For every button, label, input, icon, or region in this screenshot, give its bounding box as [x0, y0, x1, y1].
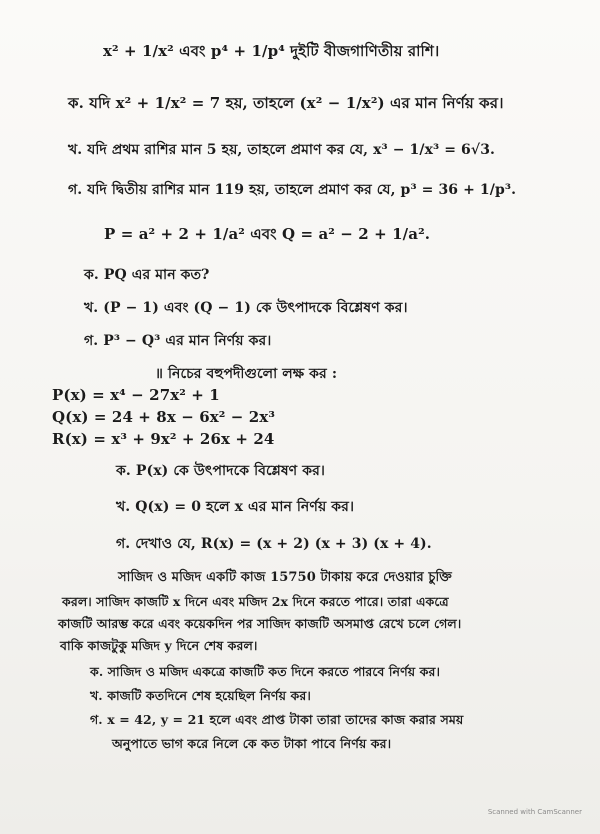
scanner-watermark: Scanned with CamScanner	[487, 808, 582, 816]
q3-part-ga: গ. দেখাও যে, R(x) = (x + 2) (x + 3) (x + 4).	[116, 536, 432, 552]
q3-part-kha: খ. Q(x) = 0 হলে x এর মান নির্ণয় কর।	[116, 499, 355, 515]
q2-part-ka: ক. PQ এর মান কত?	[84, 267, 210, 283]
q2-part-kha: খ. (P − 1) এবং (Q − 1) কে উৎপাদকে বিশ্লেষণ কর।	[84, 300, 408, 316]
q4-part-ka: ক. সাজিদ ও মজিদ একত্রে কাজটি কত দিনে করতে পারবে নির্ণয় কর।	[90, 664, 441, 679]
q1-part-kha: খ. যদি প্রথম রাশির মান 5 হয়, তাহলে প্রমাণ কর যে, x³ − 1/x³ = 6√3.	[68, 142, 496, 158]
q1-part-ka: ক. যদি x² + 1/x² = 7 হয়, তাহলে (x² − 1/x²) এর মান নির্ণয় কর।	[68, 94, 504, 112]
q4-stem-line-1: সাজিদ ও মজিদ একটি কাজ 15750 টাকায় করে দেওয়ার চুক্তি	[118, 570, 452, 585]
q1-part-ga: গ. যদি দ্বিতীয় রাশির মান 119 হয়, তাহলে প্রমাণ কর যে, p³ = 36 + 1/p³.	[68, 182, 517, 198]
q4-stem-line-4: বাকি কাজটুকু মজিদ y দিনে শেষ করল।	[60, 638, 258, 653]
q3-heading: ॥ নিচের বহুপদীগুলো লক্ষ কর :	[155, 366, 338, 382]
q3-poly-q: Q(x) = 24 + 8x − 6x² − 2x³	[52, 408, 276, 426]
q4-stem-line-3: কাজটি আরম্ভ করে এবং কয়েকদিন পর সাজিদ কাজটি অসমাপ্ত রেখে চলে গেল।	[58, 616, 462, 631]
q2-stem: P = a² + 2 + 1/a² এবং Q = a² − 2 + 1/a².	[104, 225, 431, 243]
q1-stem: x² + 1/x² এবং p⁴ + 1/p⁴ দুইটি বীজগাণিতীয় রাশি।	[103, 42, 440, 60]
q4-part-kha: খ. কাজটি কতদিনে শেষ হয়েছিল নির্ণয় কর।	[90, 688, 311, 703]
q3-part-ka: ক. P(x) কে উৎপাদকে বিশ্লেষণ কর।	[116, 463, 326, 479]
q3-poly-r: R(x) = x³ + 9x² + 26x + 24	[52, 430, 275, 448]
q3-poly-p: P(x) = x⁴ − 27x² + 1	[52, 386, 220, 404]
q4-part-ga: গ. x = 42, y = 21 হলে এবং প্রাপ্ত টাকা তারা তাদের কাজ করার সময়	[90, 712, 464, 727]
q2-part-ga: গ. P³ − Q³ এর মান নির্ণয় কর।	[84, 333, 272, 349]
q4-stem-line-2: করল। সাজিদ কাজটি x দিনে এবং মজিদ 2x দিনে করতে পারে। তারা একত্রে	[62, 594, 449, 609]
q4-part-ga-cont: অনুপাতে ভাগ করে নিলে কে কত টাকা পাবে নির্ণয় কর।	[112, 736, 392, 751]
